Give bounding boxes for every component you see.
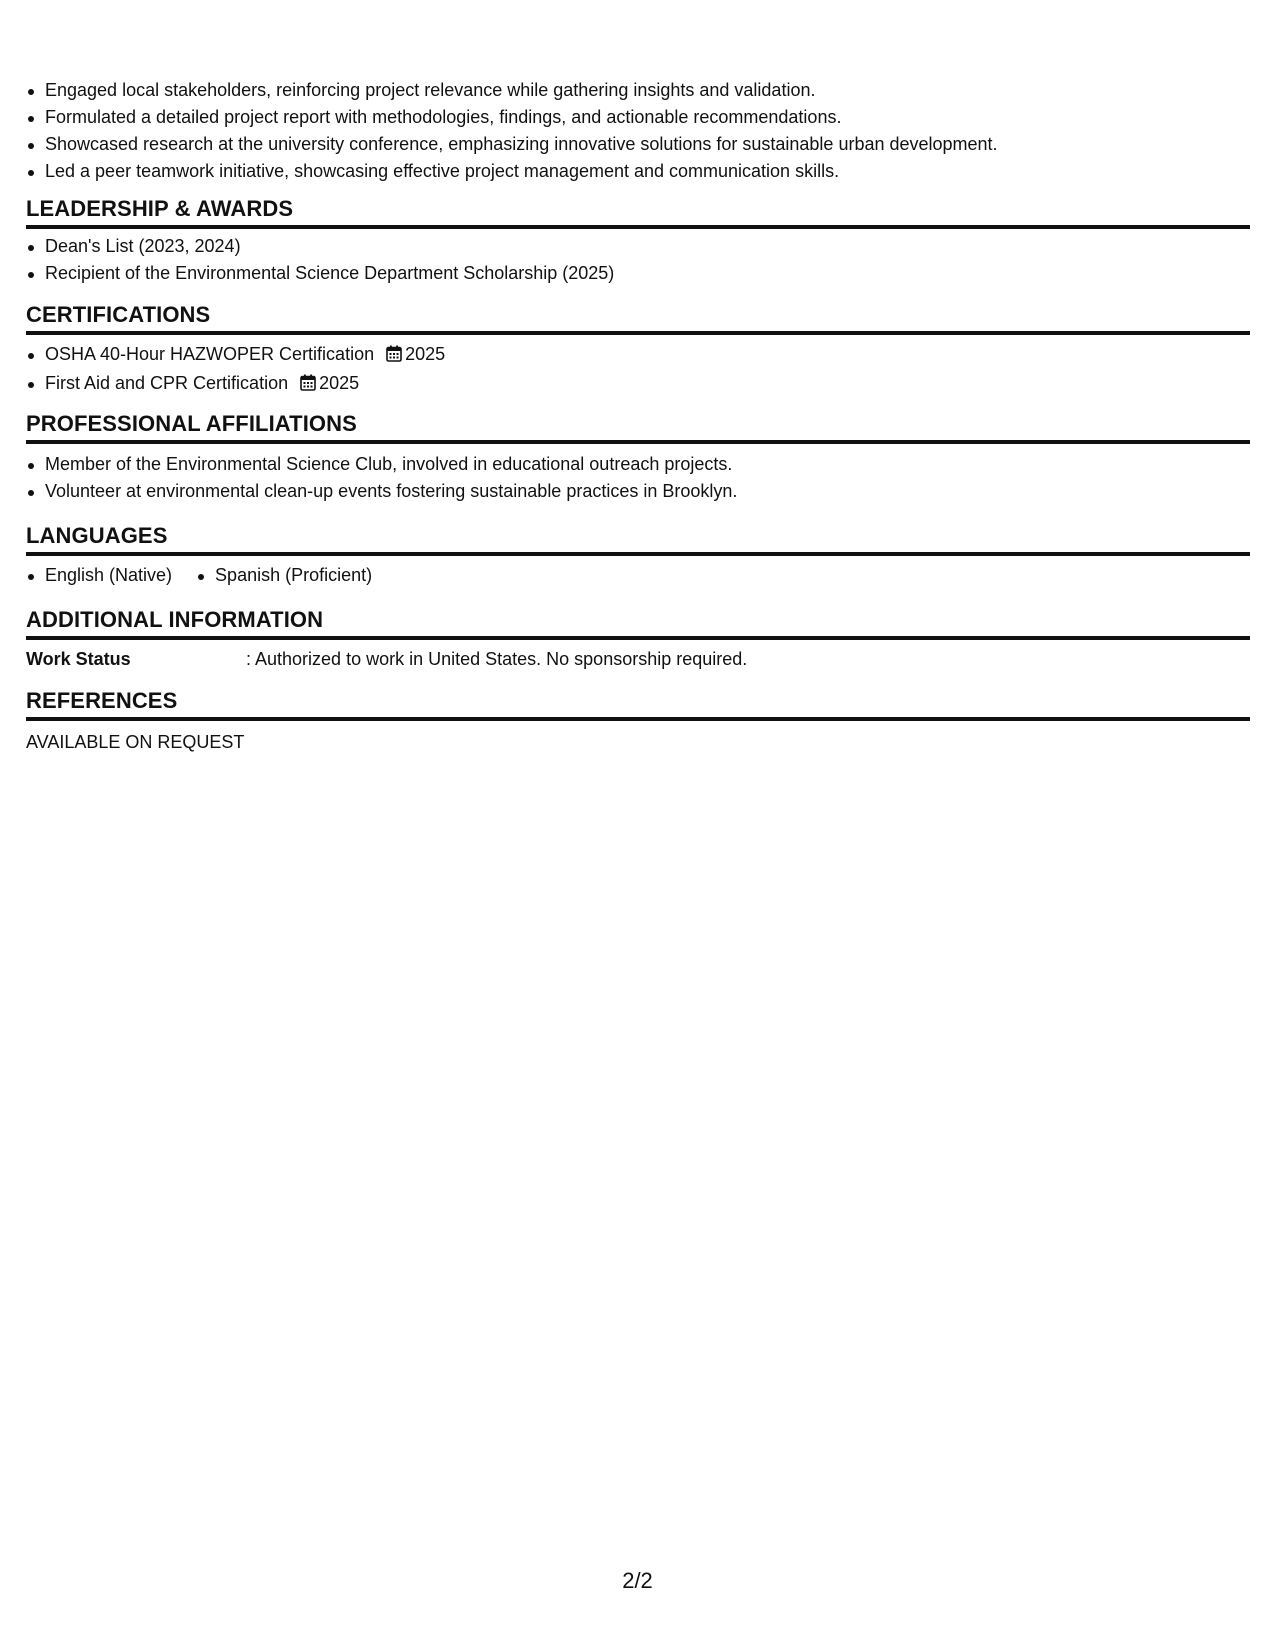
list-item: Member of the Environmental Science Club, involved in educational outreach projects. (26, 451, 1250, 478)
certifications-list (26, 341, 1250, 399)
languages-list (26, 562, 1250, 589)
work-status-label: Work Status (26, 649, 131, 669)
references-text: AVAILABLE ON REQUEST (26, 732, 245, 752)
experience-continued (26, 77, 1250, 185)
certifications-section (26, 301, 1250, 399)
certification-name: First Aid and CPR Certification (45, 373, 289, 393)
section-title-leadership: LEADERSHIP & AWARDS (26, 195, 1250, 229)
page-number: 2/2 (622, 1568, 653, 1593)
section-title-affiliations: PROFESSIONAL AFFILIATIONS (26, 410, 1250, 444)
certification-year: 2025 (319, 373, 360, 393)
section-title-certifications: CERTIFICATIONS (26, 301, 1250, 335)
certification-year: 2025 (405, 344, 446, 364)
list-item: Volunteer at environmental clean-up events fostering sustainable practices in Brooklyn. (26, 478, 1250, 505)
section-title-languages: LANGUAGES (26, 522, 1250, 556)
additional-section (26, 606, 1250, 673)
section-title-references: REFERENCES (26, 687, 1250, 721)
list-item: Dean's List (2023, 2024) (26, 233, 1250, 260)
list-item: Engaged local stakeholders, reinforcing project relevance while gathering insights and validation. (26, 77, 1250, 104)
list-item: Recipient of the Environmental Science Department Scholarship (2025) (26, 260, 1250, 287)
list-item: Formulated a detailed project report with methodologies, findings, and actionable recommendations. (26, 104, 1250, 131)
list-item: Showcased research at the university conference, emphasizing innovative solutions for sustainable urban development. (26, 131, 1250, 158)
list-item: Led a peer teamwork initiative, showcasing effective project management and communication skills. (26, 158, 1250, 185)
leadership-list (26, 233, 1250, 287)
section-title-additional: ADDITIONAL INFORMATION (26, 606, 1250, 640)
languages-section (26, 522, 1250, 589)
references-section (26, 687, 1250, 756)
leadership-section (26, 195, 1250, 287)
work-status-row (26, 646, 1250, 673)
experience-bullets (26, 77, 1250, 185)
work-status-value: : Authorized to work in United States. No sponsorship required. (246, 649, 748, 669)
list-item (26, 370, 1250, 399)
calendar-icon (300, 372, 316, 399)
affiliations-list (26, 451, 1250, 505)
certification-name: OSHA 40-Hour HAZWOPER Certification (45, 344, 375, 364)
list-item: English (Native) (26, 562, 172, 589)
list-item (26, 341, 1250, 370)
calendar-icon (386, 343, 402, 370)
affiliations-section (26, 410, 1250, 505)
list-item: Spanish (Proficient) (196, 562, 372, 589)
